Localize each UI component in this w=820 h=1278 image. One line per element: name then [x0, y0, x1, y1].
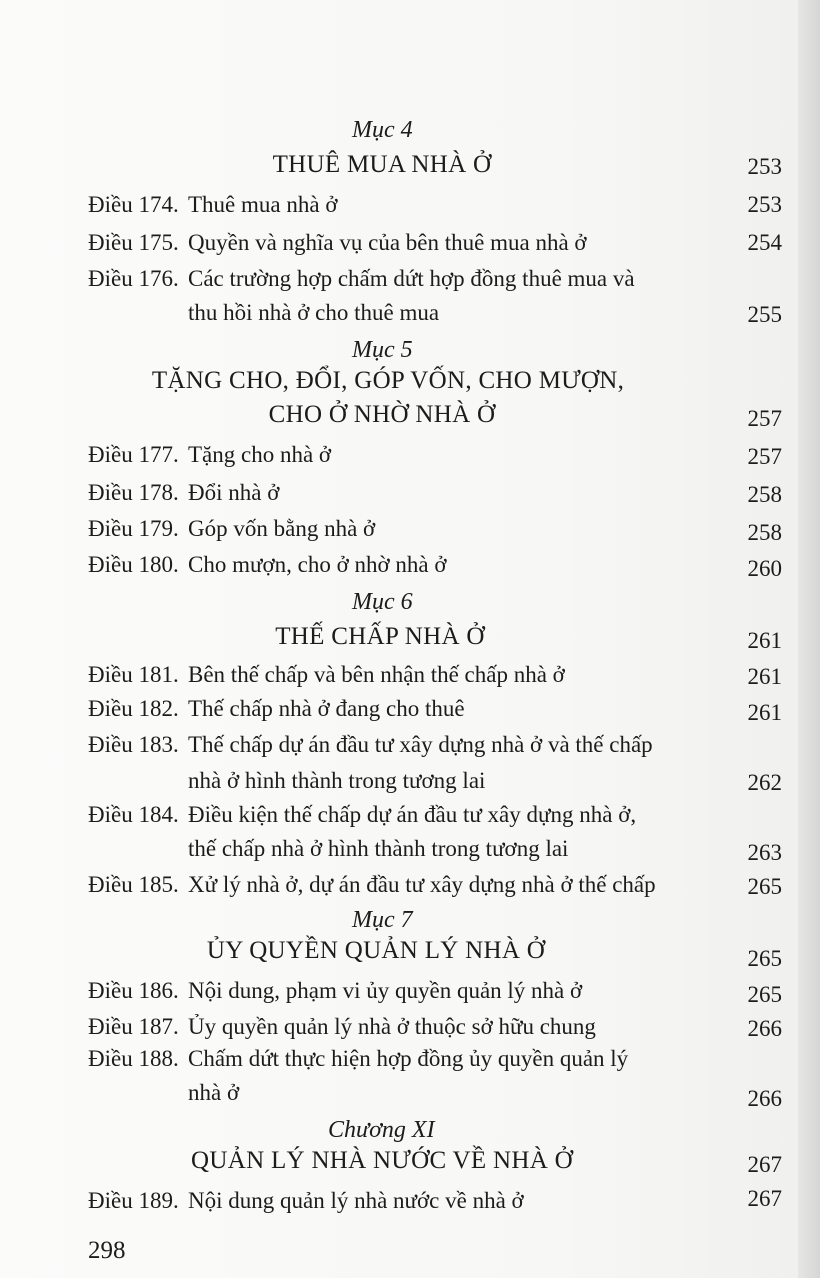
entry-page: 265 [747, 982, 782, 1007]
entry-title: Đổi nhà ở [188, 480, 280, 505]
entry-page: 254 [747, 230, 782, 255]
entry-number: Điều 179. [88, 516, 179, 541]
entry-title: Thế chấp nhà ở đang cho thuê [188, 696, 465, 721]
section-title: ỦY QUYỀN QUẢN LÝ NHÀ Ở [206, 937, 546, 964]
entry-title: Nội dung quản lý nhà nước về nhà ở [188, 1188, 524, 1213]
section-label: Mục 5 [352, 337, 413, 363]
entry-page: 257 [747, 444, 782, 469]
section-title: THẾ CHẤP NHÀ Ở [275, 623, 485, 650]
entry-page: 267 [747, 1186, 782, 1211]
entry-title: Các trường hợp chấm dứt hợp đồng thuê mua và [188, 266, 635, 291]
chapter-title: QUẢN LÝ NHÀ NƯỚC VỀ NHÀ Ở [191, 1147, 573, 1174]
entry-title-cont: thu hồi nhà ở cho thuê mua [188, 300, 440, 325]
entry-page: 263 [747, 840, 782, 865]
entry-number: Điều 177. [88, 442, 179, 467]
entry-title: Ủy quyền quản lý nhà ở thuộc sở hữu chung [188, 1014, 596, 1039]
entry-title: Thế chấp dự án đầu tư xây dựng nhà ở và thế chấp [188, 732, 653, 757]
section-title: THUÊ MUA NHÀ Ở [272, 151, 492, 178]
entry-number: Điều 184. [88, 802, 179, 827]
section-label: Mục 7 [352, 907, 413, 933]
entry-page: 261 [747, 700, 782, 725]
entry-title: Góp vốn bằng nhà ở [188, 516, 376, 541]
entry-page: 258 [747, 520, 782, 545]
section-label: Mục 4 [352, 117, 413, 143]
entry-number: Điều 186. [88, 978, 179, 1003]
entry-page: 262 [747, 770, 782, 795]
entry-number: Điều 185. [88, 872, 179, 897]
entry-number: Điều 178. [88, 480, 179, 505]
entry-page: 265 [747, 874, 782, 899]
page-edge-shadow [798, 0, 820, 1278]
entry-number: Điều 188. [88, 1046, 179, 1071]
entry-title: Thuê mua nhà ở [188, 192, 338, 217]
entry-number: Điều 175. [88, 230, 179, 255]
entry-number: Điều 183. [88, 732, 179, 757]
section-title-cont: CHO Ở NHỜ NHÀ Ở [268, 401, 496, 428]
entry-page: 266 [747, 1016, 782, 1041]
entry-title: Chấm dứt thực hiện hợp đồng ủy quyền quản lý [188, 1046, 629, 1071]
entry-title-cont: nhà ở [188, 1080, 240, 1105]
entry-page: 253 [747, 192, 782, 217]
entry-title: Tặng cho nhà ở [188, 442, 332, 467]
entry-number: Điều 182. [88, 696, 179, 721]
entry-page: 258 [747, 482, 782, 507]
entry-title: Cho mượn, cho ở nhờ nhà ở [188, 552, 447, 577]
entry-number: Điều 176. [88, 266, 179, 291]
section-page: 257 [747, 406, 782, 431]
entry-title: Nội dung, phạm vi ủy quyền quản lý nhà ở [188, 978, 583, 1003]
section-page: 267 [747, 1152, 782, 1177]
entry-title: Quyền và nghĩa vụ của bên thuê mua nhà ở [188, 230, 587, 255]
section-page: 253 [747, 154, 782, 179]
entry-page: 260 [747, 556, 782, 581]
entry-page: 266 [747, 1086, 782, 1111]
section-label: Mục 6 [352, 589, 413, 615]
section-title: TẶNG CHO, ĐỔI, GÓP VỐN, CHO MƯỢN, [151, 367, 625, 394]
entry-title: Xử lý nhà ở, dự án đầu tư xây dựng nhà ở thế chấp [188, 872, 656, 897]
chapter-label: Chương XI [328, 1117, 435, 1143]
page-number: 298 [88, 1237, 126, 1264]
entry-page: 255 [747, 302, 782, 327]
entry-title: Bên thế chấp và bên nhận thế chấp nhà ở [188, 662, 565, 687]
entry-title-cont: nhà ở hình thành trong tương lai [188, 768, 486, 793]
entry-page: 261 [747, 664, 782, 689]
entry-number: Điều 180. [88, 552, 179, 577]
entry-number: Điều 181. [88, 662, 179, 687]
entry-title: Điều kiện thế chấp dự án đầu tư xây dựng nhà ở, [188, 802, 637, 827]
entry-number: Điều 187. [88, 1014, 179, 1039]
entry-number: Điều 174. [88, 192, 179, 217]
section-page: 265 [747, 946, 782, 971]
entry-title-cont: thế chấp nhà ở hình thành trong tương lai [188, 836, 569, 861]
entry-number: Điều 189. [88, 1188, 179, 1213]
section-page: 261 [747, 628, 782, 653]
